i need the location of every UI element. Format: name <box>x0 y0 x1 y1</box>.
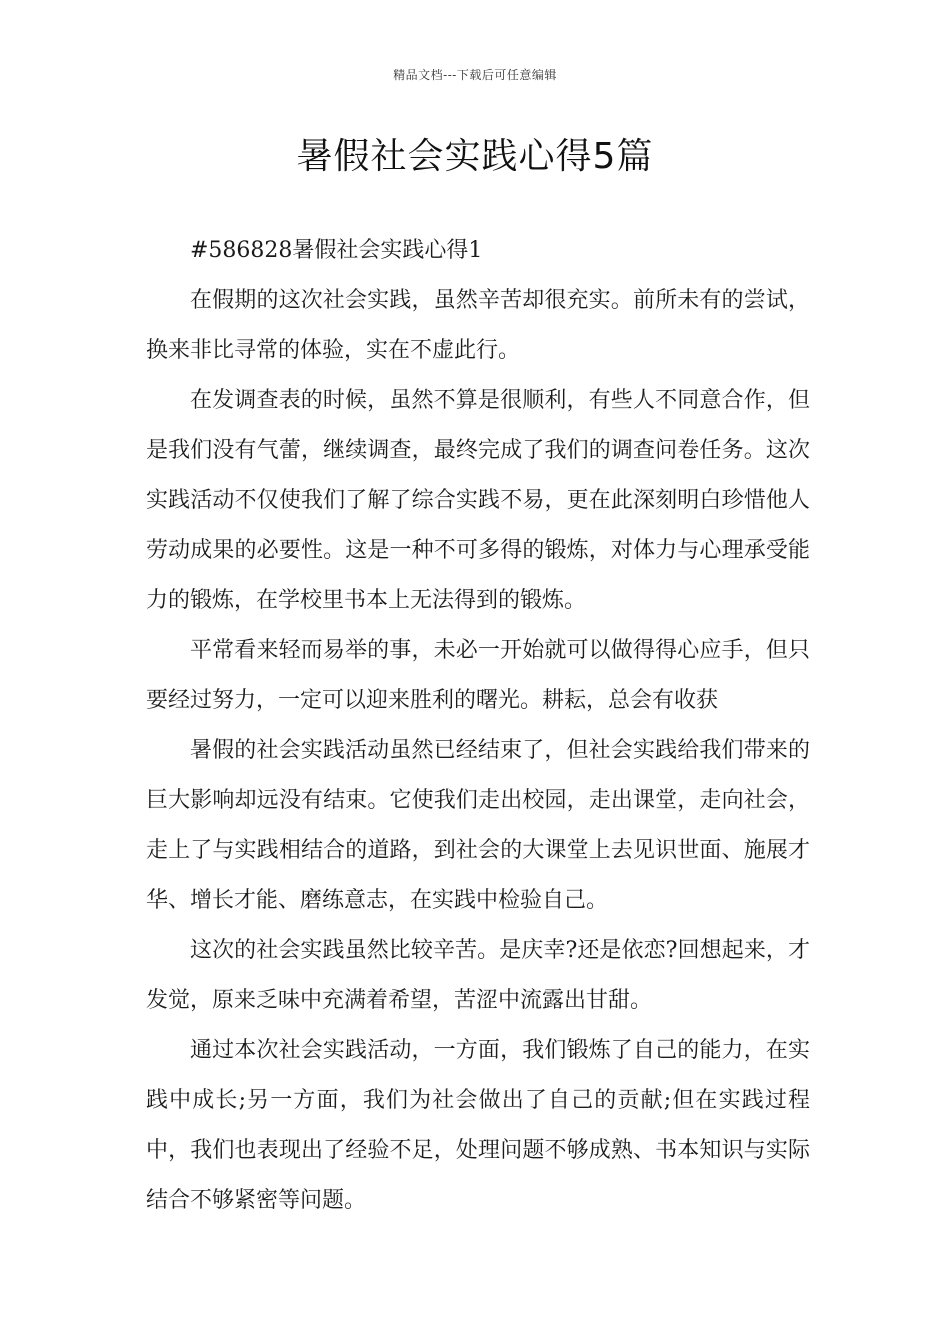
paragraph: 在发调查表的时候，虽然不算是很顺利，有些人不同意合作，但是我们没有气蕾，继续调查，最终完成了我们的调查问卷任务。这次实践活动不仅使我们了解了综合实践不易，更在此深刻明白珍惜他人劳动成果的必要性。这是一种不可多得的锻炼，对体力与心理承受能力的锻炼，在学校里书本上无法得到的锻炼。 <box>146 388 810 613</box>
section-heading: #586828暑假社会实践心得1 <box>190 238 483 263</box>
paragraph: 这次的社会实践虽然比较辛苦。是庆幸?还是依恋?回想起来，才发觉，原来乏味中充满着希望，苦涩中流露出甘甜。 <box>146 938 810 1013</box>
paragraph: 在假期的这次社会实践，虽然辛苦却很充实。前所未有的尝试，换来非比寻常的体验，实在不虚此行。 <box>146 288 810 363</box>
paragraph: 通过本次社会实践活动，一方面，我们锻炼了自己的能力，在实践中成长;另一方面，我们为社会做出了自己的贡献;但在实践过程中，我们也表现出了经验不足，处理问题不够成熟、书本知识与实际结合不够紧密等问题。 <box>146 1038 810 1213</box>
document-body <box>146 226 810 1226</box>
paragraph: 平常看来轻而易举的事，未必一开始就可以做得得心应手，但只要经过努力，一定可以迎来胜利的曙光。耕耘，总会有收获 <box>146 638 810 713</box>
paragraph: 暑假的社会实践活动虽然已经结束了，但社会实践给我们带来的巨大影响却远没有结束。它使我们走出校园，走出课堂，走向社会，走上了与实践相结合的道路，到社会的大课堂上去见识世面、施展才华、增长才能、磨练意志，在实践中检验自己。 <box>146 738 810 913</box>
header-note: 精品文档---下载后可任意编辑 <box>393 68 557 82</box>
document-title: 暑假社会实践心得5篇 <box>296 136 654 177</box>
